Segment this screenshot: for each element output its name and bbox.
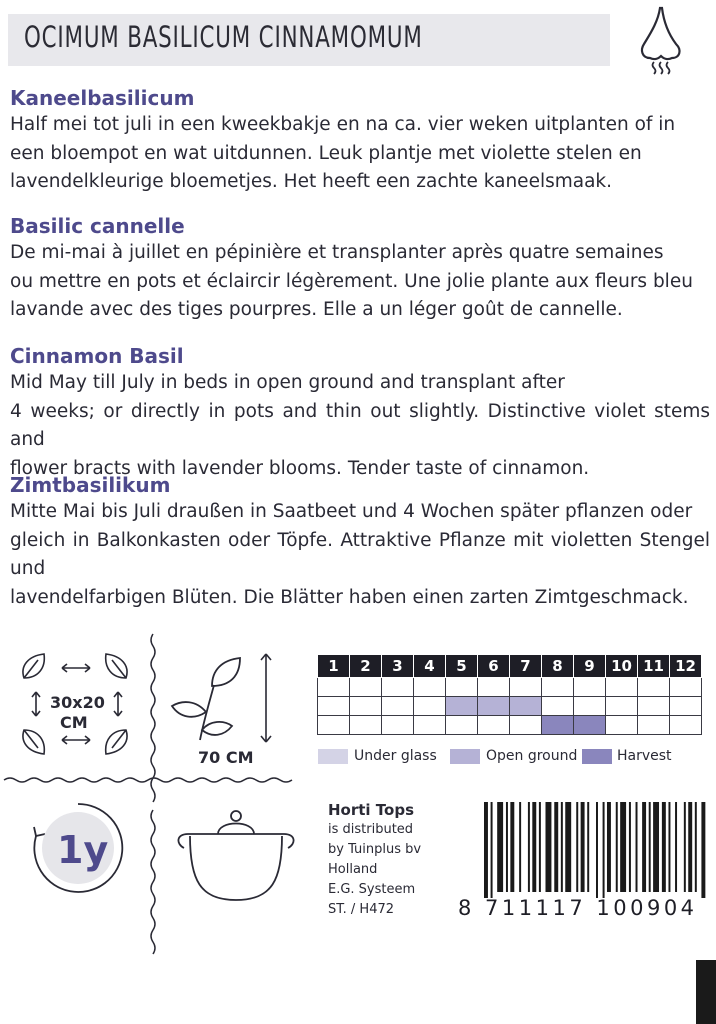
nose-icon — [636, 4, 686, 76]
legend-swatch-harvest — [582, 749, 612, 764]
section-text: Mitte Mai bis Juli draußen in Saatbeet und 4 Wochen später pflanzen oder gleich in Balkonkasten oder Töpfe. Attraktive Pflanze mit violetten Stengel und lavendelfarbigen Blüten. Die Blätter haben einen zarten Zimtgeschmack. — [10, 501, 710, 608]
distributor-line: ST. / H472 — [328, 902, 395, 917]
barcode-bar — [528, 802, 530, 892]
legend-swatch-open-ground — [450, 749, 480, 764]
edge-bar — [696, 960, 716, 1024]
plant-icon — [172, 658, 240, 740]
month-label: 3 — [382, 655, 414, 678]
month-label: 10 — [606, 655, 638, 678]
spacing-unit: CM — [60, 713, 88, 732]
barcode-bar — [603, 802, 605, 898]
wavy-divider — [151, 810, 155, 954]
section-german — [10, 473, 710, 612]
barcode-bar — [587, 802, 589, 892]
plant-height: 70 CM — [198, 748, 254, 767]
barcode-bar — [668, 802, 670, 892]
distributor-line: Holland — [328, 862, 378, 877]
barcode-bar — [561, 802, 563, 892]
calendar-header — [318, 655, 702, 678]
pot-icon — [178, 811, 293, 900]
month-label: 6 — [478, 655, 510, 678]
barcode-bar — [688, 802, 692, 892]
section-dutch — [10, 86, 710, 197]
barcode-icon — [484, 802, 708, 898]
barcode-bar — [620, 802, 626, 892]
barcode-bar — [484, 802, 488, 898]
legend-harvest: Harvest — [617, 748, 672, 764]
section-text: Half mei tot juli in een kweekbakje en na ca. vier weken uitplanten of in een bloempot en wat uitdunnen. Leuk plantje met violette stelen en lavendelkleurige bloemetjes. Het heeft een zachte kaneelsmaak. — [10, 114, 676, 192]
legend-open-ground: Open ground — [486, 748, 578, 764]
barcode-bar — [684, 802, 686, 892]
month-label: 2 — [350, 655, 382, 678]
month-label: 1 — [318, 655, 350, 678]
distributor-line: E.G. Systeem — [328, 882, 416, 897]
section-text: Mid May till July in beds in open ground and transplant after 4 weeks; or directly in pots and thin out slightly. Distinctive violet stems and flower bracts with lavender blooms. Tender taste of cinnamon. — [10, 372, 710, 479]
spacing-value: 30x20 — [50, 693, 105, 712]
section-english — [10, 344, 710, 483]
barcode-bar — [545, 802, 551, 892]
month-label: 9 — [574, 655, 606, 678]
distributor-info — [328, 800, 421, 920]
month-label: 11 — [638, 655, 670, 678]
barcode-bar — [642, 802, 646, 892]
wavy-divider — [4, 778, 292, 782]
calendar-row-under-glass — [318, 678, 702, 697]
section-heading: Cinnamon Basil — [10, 344, 184, 368]
barcode-bar — [554, 802, 558, 892]
month-label: 4 — [414, 655, 446, 678]
barcode-bar — [695, 802, 697, 892]
barcode-bar — [539, 802, 541, 892]
section-text: De mi-mai à juillet en pépinière et transplanter après quatre semaines ou mettre en pots et éclaircir légèrement. Une jolie plante aux fleurs bleu lavande avec des tiges pourpres. Elle a un léger goût de cannelle. — [10, 242, 693, 320]
month-label: 12 — [670, 655, 702, 678]
month-label: 7 — [510, 655, 542, 678]
barcode-bar — [701, 802, 705, 898]
barcode-number: 8 711117 100904 — [458, 896, 698, 920]
height-arrow-icon — [261, 654, 271, 742]
section-french — [10, 214, 710, 325]
species-title: OCIMUM BASILICUM CINNAMOMUM — [24, 20, 423, 54]
barcode-bar — [662, 802, 666, 892]
legend-swatch-under-glass — [318, 749, 348, 764]
barcode-bar — [576, 802, 578, 892]
calendar-row-harvest — [318, 716, 702, 735]
barcode-bar — [653, 802, 659, 892]
month-label: 8 — [542, 655, 574, 678]
section-heading: Basilic cannelle — [10, 214, 185, 238]
distributor-line: by Tuinplus bv — [328, 842, 422, 857]
barcode-bar — [510, 802, 514, 892]
month-label: 5 — [446, 655, 478, 678]
legend-under-glass: Under glass — [354, 748, 437, 764]
barcode-bar — [491, 802, 493, 898]
barcode-bar — [519, 802, 521, 892]
barcode-bar — [565, 802, 571, 892]
barcode-bar — [675, 802, 677, 892]
wavy-divider — [151, 634, 155, 802]
brand-name: Horti Tops — [328, 801, 415, 819]
lifecycle-label: 1y — [57, 828, 109, 872]
barcode-bar — [636, 802, 638, 892]
section-heading: Zimtbasilikum — [10, 473, 171, 497]
barcode-bar — [596, 802, 598, 898]
section-heading: Kaneelbasilicum — [10, 86, 195, 110]
barcode-bar — [506, 802, 508, 892]
barcode-bar — [616, 802, 618, 892]
barcode-bar — [629, 802, 631, 892]
distributor-line: is distributed — [328, 822, 414, 837]
info-panels — [0, 630, 320, 1024]
barcode-bar — [497, 802, 503, 892]
barcode-bar — [607, 802, 611, 892]
calendar-row-open-ground — [318, 697, 702, 716]
sowing-calendar — [317, 654, 702, 735]
barcode-bar — [649, 802, 651, 892]
barcode-bar — [581, 802, 585, 892]
barcode-bar — [532, 802, 536, 892]
